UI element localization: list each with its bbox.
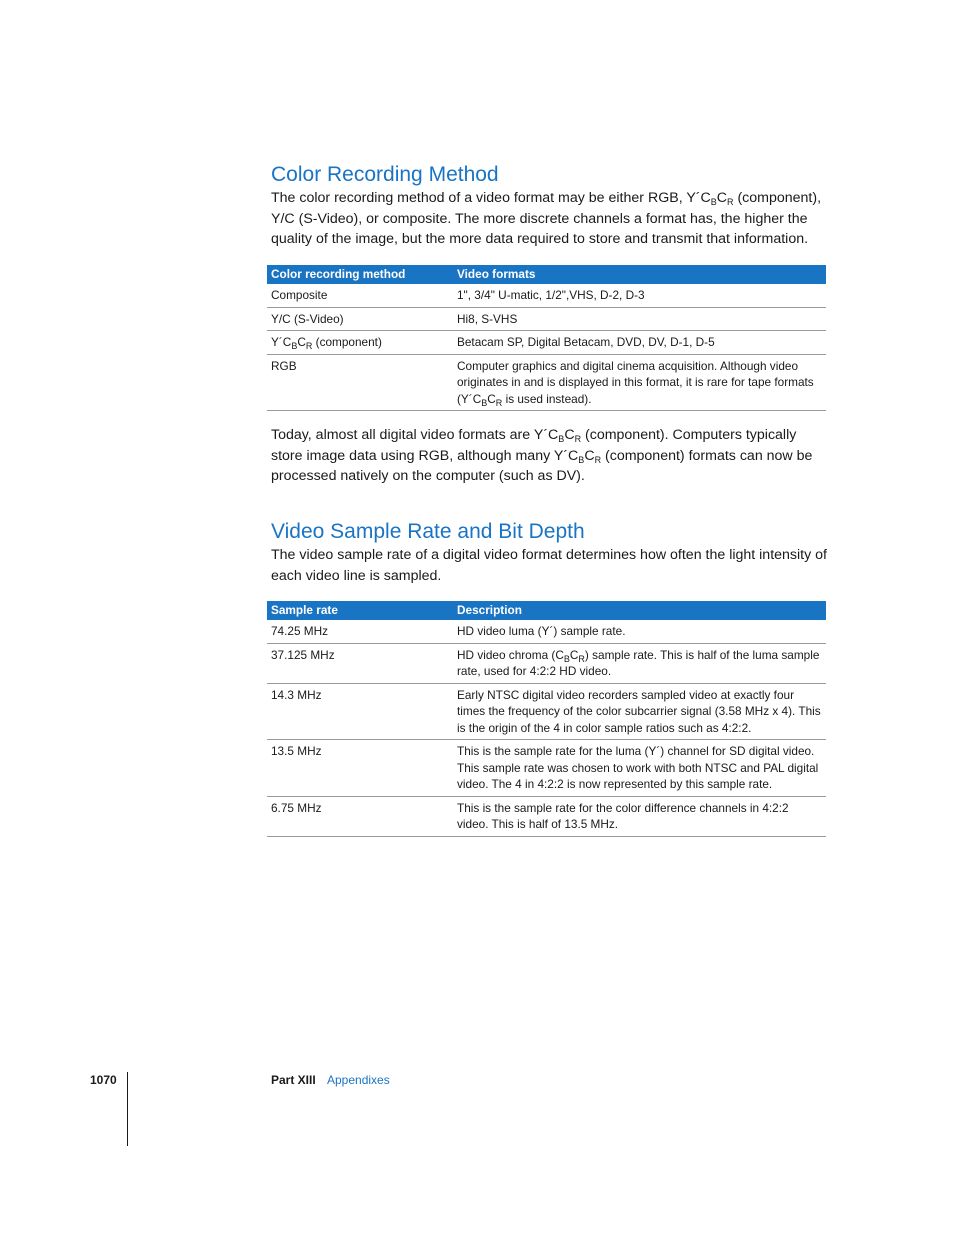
table-header-cell: Sample rate: [267, 601, 453, 620]
table-cell: Hi8, S-VHS: [453, 307, 826, 331]
table-cell: 14.3 MHz: [267, 683, 453, 740]
table-header-cell: Description: [453, 601, 826, 620]
table-cell: 74.25 MHz: [267, 620, 453, 643]
table-cell: This is the sample rate for the luma (Y´) channel for SD digital video. This sample rate was chosen to work with both NTSC and PAL digital video. The 4 in 4:2:2 is now represented by this sample rate.: [453, 740, 826, 797]
table-cell: 1", 3/4" U-matic, 1/2",VHS, D-2, D-3: [453, 284, 826, 307]
table-row: [267, 307, 826, 331]
table-row: [267, 331, 826, 355]
table-header-cell: Video formats: [453, 265, 826, 284]
footer-part-label: Part XIII: [271, 1073, 316, 1087]
table-row: [267, 643, 826, 683]
table-cell: 13.5 MHz: [267, 740, 453, 797]
section-heading-color-recording: Color Recording Method: [271, 163, 499, 186]
table-cell: Early NTSC digital video recorders sampled video at exactly four times the frequency of the color subcarrier signal (3.58 MHz x 4). This is the origin of the 4 in color sample ratios such as 4:2:2.: [453, 683, 826, 740]
table-cell: Computer graphics and digital cinema acquisition. Although video originates in and is displayed in this format, it is rare for tape formats ($Y´C_BC_R$ is used instead).: [453, 354, 826, 411]
table-cell: This is the sample rate for the color difference channels in 4:2:2 video. This is half of 13.5 MHz.: [453, 796, 826, 836]
table-header-cell: Color recording method: [267, 265, 453, 284]
color-recording-intro: The color recording method of a video format may be either RGB, $Y´C_BC_R$ (component), Y/C (S-Video), or composite. The more discrete channels a format has, the higher the quality of the image, but the more data required to store and transmit that information.: [271, 190, 822, 247]
sample-rate-table: [267, 601, 826, 837]
color-recording-table: [267, 265, 826, 411]
table-cell: Y/C (S-Video): [267, 307, 453, 331]
table-row: [267, 796, 826, 836]
footer-divider: [127, 1072, 128, 1146]
page-number: 1070: [90, 1073, 117, 1087]
section-heading-sample-rate: Video Sample Rate and Bit Depth: [271, 520, 585, 543]
color-recording-followup: Today, almost all digital video formats are $Y´C_BC_R$ (component). Computers typically store image data using RGB, although many $Y´C_BC_R$ (component) formats can now be processed natively on the computer (such as DV).: [271, 427, 813, 484]
table-row: [267, 354, 826, 411]
table-cell: $Y´C_BC_R$ (component): [267, 331, 453, 355]
table-cell: HD video luma (Y´) sample rate.: [453, 620, 826, 643]
table-header-row: [267, 601, 826, 620]
table-cell: Composite: [267, 284, 453, 307]
table-row: [267, 740, 826, 797]
table-row: [267, 284, 826, 307]
table-cell: HD video chroma $(C_BC_R)$ sample rate. This is half of the luma sample rate, used for 4:2:2 HD video.: [453, 643, 826, 683]
table-cell: Betacam SP, Digital Betacam, DVD, DV, D-1, D-5: [453, 331, 826, 355]
table-header-row: [267, 265, 826, 284]
footer-section-link[interactable]: Appendixes: [327, 1073, 390, 1087]
table-row: [267, 683, 826, 740]
table-row: [267, 620, 826, 643]
sample-rate-intro: The video sample rate of a digital video format determines how often the light intensity of each video line is sampled.: [271, 547, 827, 584]
table-cell: 6.75 MHz: [267, 796, 453, 836]
table-cell: 37.125 MHz: [267, 643, 453, 683]
table-cell: RGB: [267, 354, 453, 411]
